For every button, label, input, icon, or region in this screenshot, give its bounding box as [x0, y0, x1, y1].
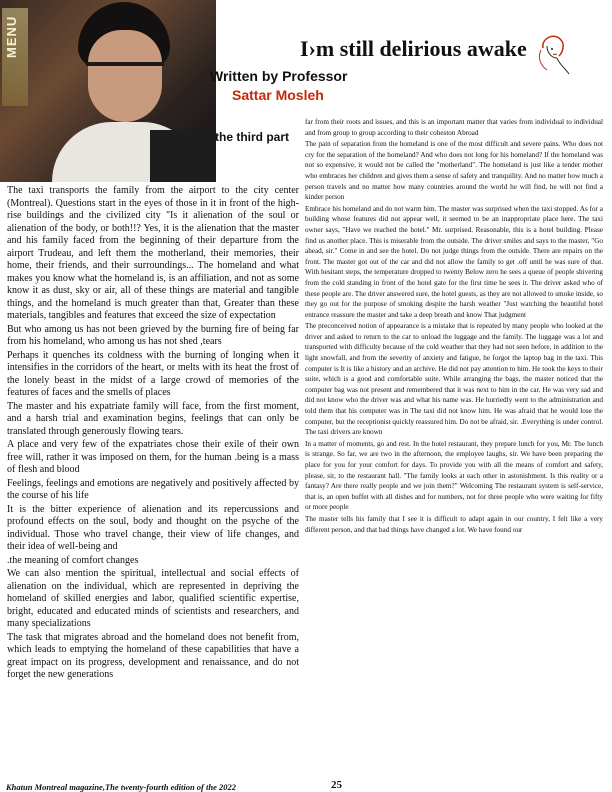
photo-jacket: [150, 130, 216, 182]
paragraph: But who among us has not been grieved by the burning fire of being far from his homeland, who among us has not shed ,tears: [7, 323, 299, 347]
author-photo: [0, 0, 216, 182]
paragraph: The master tells his family that I see it is difficult to adapt again in our country, I felt like a very different person, and that bad things have changed a lot. We have found our: [305, 514, 603, 534]
right-column: [305, 117, 603, 778]
paragraph: .the meaning of comfort changes: [7, 554, 139, 566]
paragraph: Perhaps it quenches its coldness with the burning of longing when it intensifies in the corridors of the heart, or melts with its heat the frost of the lonely beast in the midst of a large crowd of memories of the features of faces and the smells of places: [7, 349, 299, 398]
neon-sign-text: MENU: [4, 15, 19, 58]
paragraph: Embrace his homeland and do not warm him. The master was surprised when the taxi stopped. As for a building whose features did not appear well, it seemed to be an inappropriate place here. The taxi owner says, "Have we reached the hotel." Mr. surprised. Reasonable, this is a hotel building. Please find us another place. This is miserable from the outside. The driver smiles and says to the master, "Go ahead, sir." Come in and see the hotel. Do not judge things from the outside. There are repairs on the front. The master got out of the car and did not allow the family to get .off until he was sure of that. With hesitant steps, the temperature dropped to twenty Below zero he sees a queue of people shivering from the cold standing in front of the hotel gate for the first time he sees it. The driver asked who of these people are. The driver answered sure, the hotel guests, as they are not allowed to smoke inside, so they go out for the purpose of smoking despite the harsh weather "Just watching the beautiful hotel entrance reassure the master and take a deep breath and know That judgment: [305, 204, 603, 319]
author-name: Sattar Mosleh: [232, 87, 324, 103]
woman-sketch-icon: [535, 30, 575, 80]
article-title: I›m still delirious awake: [300, 36, 527, 61]
paragraph: In a matter of moments, go and rest. In the hotel restaurant, they prepare lunch for you, Mr. The lunch is strange. So far, we are two in the afternoon, the employee laughs, sir. We have been preparing the place for you for your comfort for days. To provide you with all the means of comfort and safety, please, sir, to the restaurant hall. "The family looks at each other in astonishment. Is this reality or a fantasy? Are there really people and we join them?" Welcoming The restaurant system is self-service, that is, an open buffet with all dishes and for numbers, not for three people who were waiting for fifty or more people: [305, 439, 603, 512]
paragraph: Feelings, feelings and emotions are negatively and positively affected by the course of his life: [7, 477, 299, 501]
article-part: the third part: [215, 130, 289, 144]
byline-label: Written by Professor: [210, 68, 348, 84]
paragraph: A place and very few of the expatriates chose their exile of their own free will, rather it was imposed on them, for the human .being is a mass of flesh and blood: [7, 439, 299, 475]
footer-magazine: Khatun Montreal magazine,The twenty-fourth edition of the 2022: [6, 782, 237, 792]
left-column: [7, 185, 299, 781]
paragraph: The task that migrates abroad and the homeland does not benefit from, which leads to emptying the homeland of these capabilities that have a great impact on its progress, development and renaissance, and do not forget the new generations: [7, 631, 299, 680]
paragraph: It is the bitter experience of alienation and its repercussions and profound effects on the soul, body and thought on the psyche of the individual. Those who travel change, their view of life changes, and their idea of well-being and: [7, 503, 299, 552]
paragraph: The master and his expatriate family will face, from the first moment, and a harsh trial and examination begins, feelings that can only be translated through generously flowing tears.: [7, 400, 299, 437]
paragraph: The preconceived notion of appearance is a mistake that is repeated by many people who looked at the driver and asked to return to the car to unload the luggage and the family. The luggage was a lot and transported with difficulty because of the cold weather that they had not seen before, in addition to the light snowfall, and from the severity of anxiety and fatigue, he forgot the laptop bag in the taxi. This computer is It is like a history and an archive. He did not pay attention to him. He took the keys to their suite, which is a good and comfortable suite. While arranging the bags, the master noticed that the computer bag was not present and remembered that it was next to him in the car. He was very sad and did not know who the driver was and what his name was. He hurriedly went to the administration and told them that his computer was in The taxi did not know him. He was afraid that he would lose the computer, but the receptionist quickly reassured him. Do not be afraid, sir. .Everything is under control. The taxi drivers are known: [305, 322, 603, 437]
page-number: 25: [331, 779, 342, 791]
paragraph: far from their roots and issues, and this is an important matter that varies from individual to individual and from group to group according to their coheston Abroad: [305, 118, 603, 137]
photo-glasses: [86, 62, 164, 82]
paragraph: We can also mention the spiritual, intellectual and social effects of alienation on the individual, which are represented in depriving the homeland of skilled energies and labor, qualified scientific expertise, bright, educated and educated minds of scientists and researchers, and many specializations: [7, 568, 299, 629]
paragraph: The taxi transports the family from the airport to the city center (Montreal). Questions start in the eyes of those in it in front of the high-rise buildings and the civilized city "Is it alienation of the soul or alienation of the body, or both!!? Yes, it is the alienation that the master and his family faced from the beginning of their departure from the airport Trudeau, and left them the motherland, their memories, their home, their friends, and their surroundings... The homeland and what makes you know what the homeland is, is an affiliation, and not as some know it as dust, sky or air, all of these things are material and tangible things, and the homeland is much greater than that, Greater than these materials, tangibles and features that exceed the size of expectation: [7, 185, 299, 321]
paragraph: The pain of separation from the homeland is one of the most difficult and severe pains. Who does not cry for the separation of the homeland? And who does not long for his homeland? If the homeland was not so expensive, it would not be called the "motherland". The homeland is just like a tender mother who embraces her children and gives them a sense of safety and tranquility. And no matter how much a person travels and no matter how many countries around the world he will find, he will not find a kinder person: [305, 140, 603, 202]
